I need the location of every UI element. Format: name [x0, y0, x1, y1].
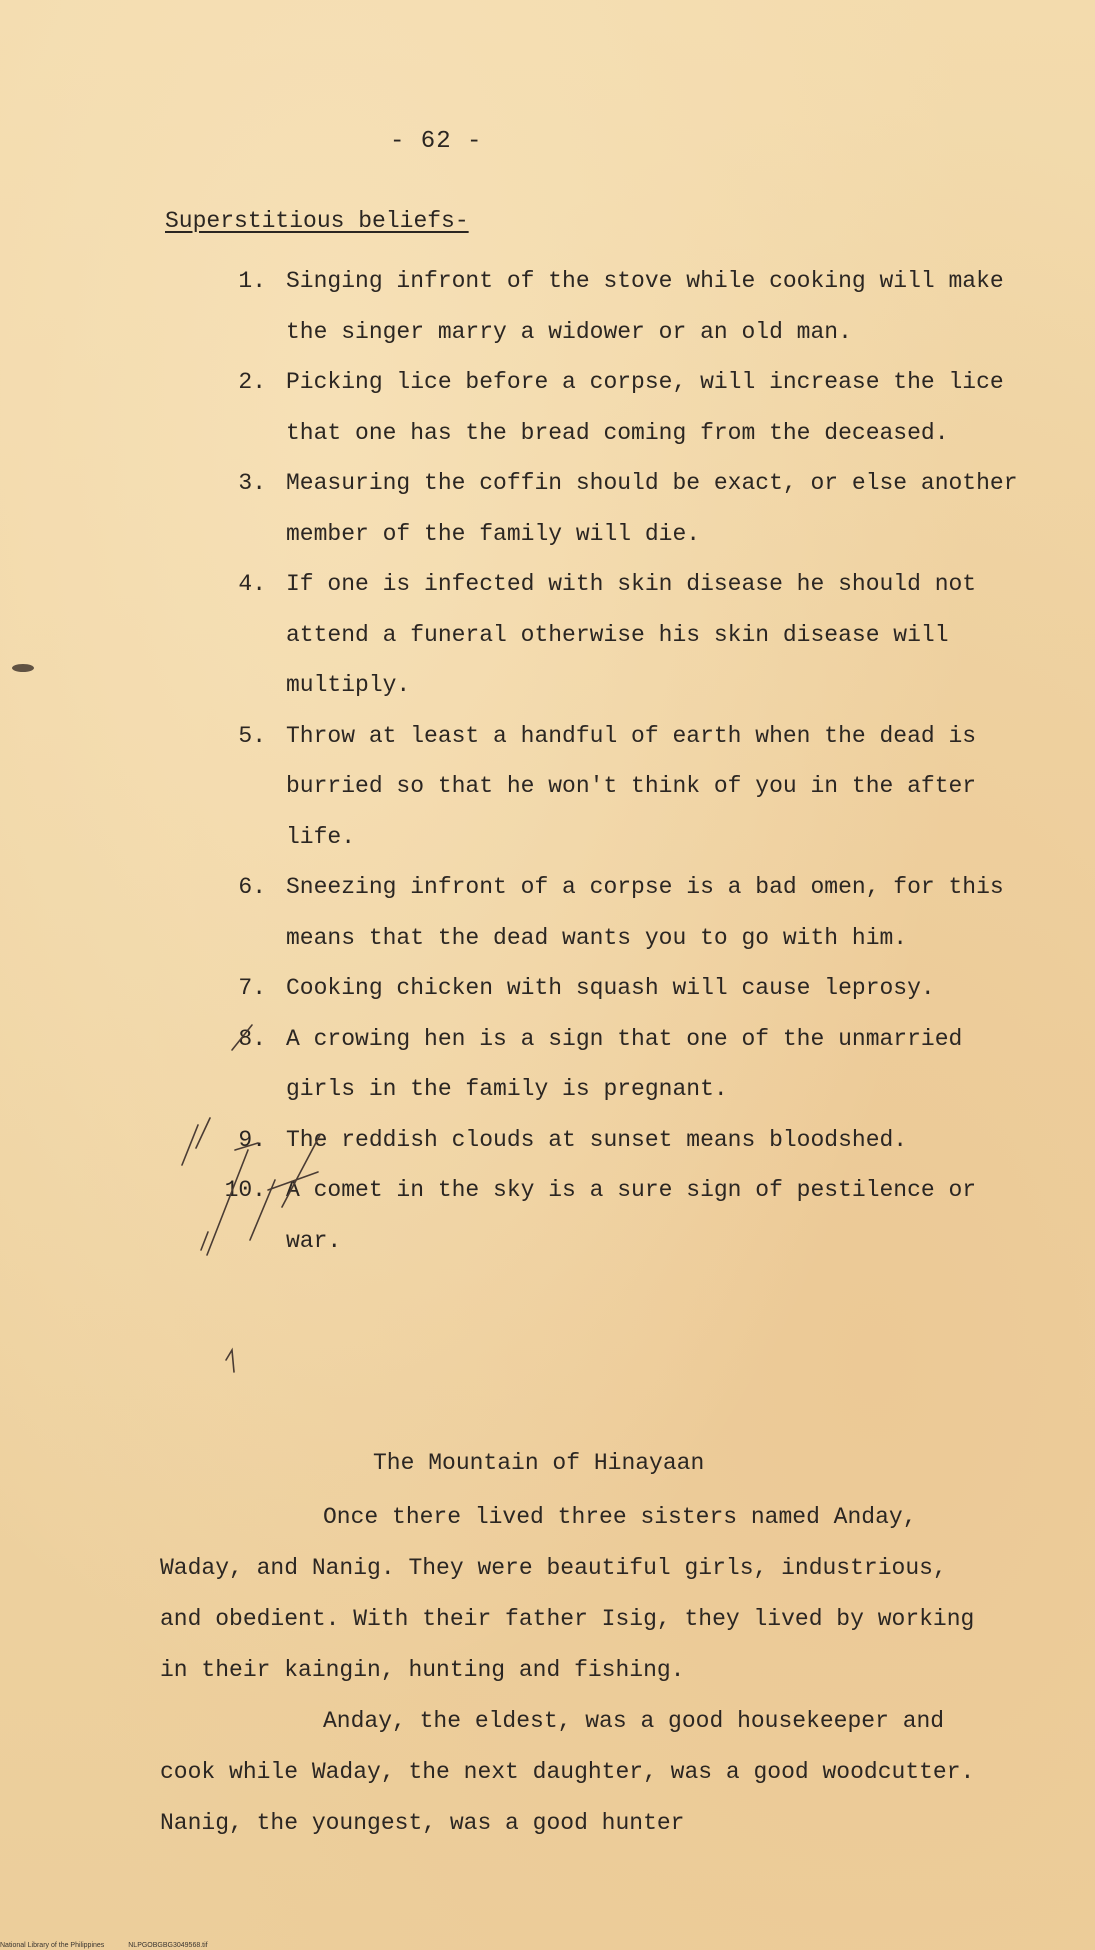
item-text: Cooking chicken with squash will cause leprosy.	[286, 975, 935, 1001]
item-text: If one is infected with skin disease he should not attend a funeral otherwise his skin disease will multiply.	[286, 571, 977, 698]
item-number: 5.	[238, 722, 266, 749]
list-item	[180, 711, 1030, 863]
superstitions-list	[180, 256, 1030, 1266]
item-text: Singing infront of the stove while cooking will make the singer marry a widower or an old man.	[286, 268, 1004, 345]
item-number: 9.	[238, 1126, 266, 1153]
list-item	[180, 1165, 1030, 1266]
item-text: The reddish clouds at sunset means bloodshed.	[286, 1126, 908, 1153]
list-item	[180, 559, 1030, 711]
list-item	[180, 1115, 1030, 1166]
item-number: 2.	[238, 369, 266, 395]
item-text: Throw at least a handful of earth when the dead is burried so that he won't think of you in the after life.	[286, 722, 977, 850]
item-text: Picking lice before a corpse, will increase the lice that one has the bread coming from the deceased.	[286, 369, 1004, 446]
story-paragraph: Once there lived three sisters named Anday, Waday, and Nanig. They were beautiful girls, industrious, and obedient. With their father Isig, they lived by working in their kaingin, hunting and fishing.	[160, 1504, 975, 1683]
item-text: A comet in the sky is a sure sign of pestilence or war.	[286, 1177, 977, 1254]
list-item	[180, 963, 1030, 1014]
story-title: The Mountain of Hinayaan	[373, 1450, 705, 1476]
ink-smudge	[12, 664, 34, 672]
list-item	[180, 357, 1030, 458]
page-number: - 62 -	[390, 128, 483, 155]
item-number: 8.	[238, 1025, 266, 1052]
item-text: A crowing hen is a sign that one of the unmarried girls in the family is pregnant.	[286, 1025, 963, 1102]
list-item	[180, 256, 1030, 357]
scan-footer	[0, 1942, 208, 1949]
footer-file-id: NLPGOBGBG3049568.tif	[128, 1942, 208, 1949]
footer-source: National Library of the Philippines	[0, 1942, 105, 1949]
section-heading: Superstitious beliefs-	[165, 208, 469, 234]
item-number: 6.	[238, 874, 266, 900]
list-item	[180, 458, 1030, 559]
list-item	[180, 862, 1030, 963]
pen-stroke	[226, 1350, 234, 1372]
item-number: 10.	[224, 1177, 266, 1203]
item-text: Measuring the coffin should be exact, or else another member of the family will die.	[286, 470, 1018, 547]
item-number: 7.	[238, 975, 266, 1001]
story-paragraph: Anday, the eldest, was a good housekeeper and cook while Waday, the next daughter, was a good woodcutter. Nanig, the youngest, was a good hunter	[160, 1708, 975, 1836]
story-body	[160, 1492, 990, 1849]
item-number: 1.	[238, 268, 266, 294]
item-number: 4.	[238, 571, 266, 597]
item-number: 3.	[238, 470, 266, 496]
item-text: Sneezing infront of a corpse is a bad omen, for this means that the dead wants you to go with him.	[286, 874, 1004, 951]
list-item	[180, 1014, 1030, 1115]
